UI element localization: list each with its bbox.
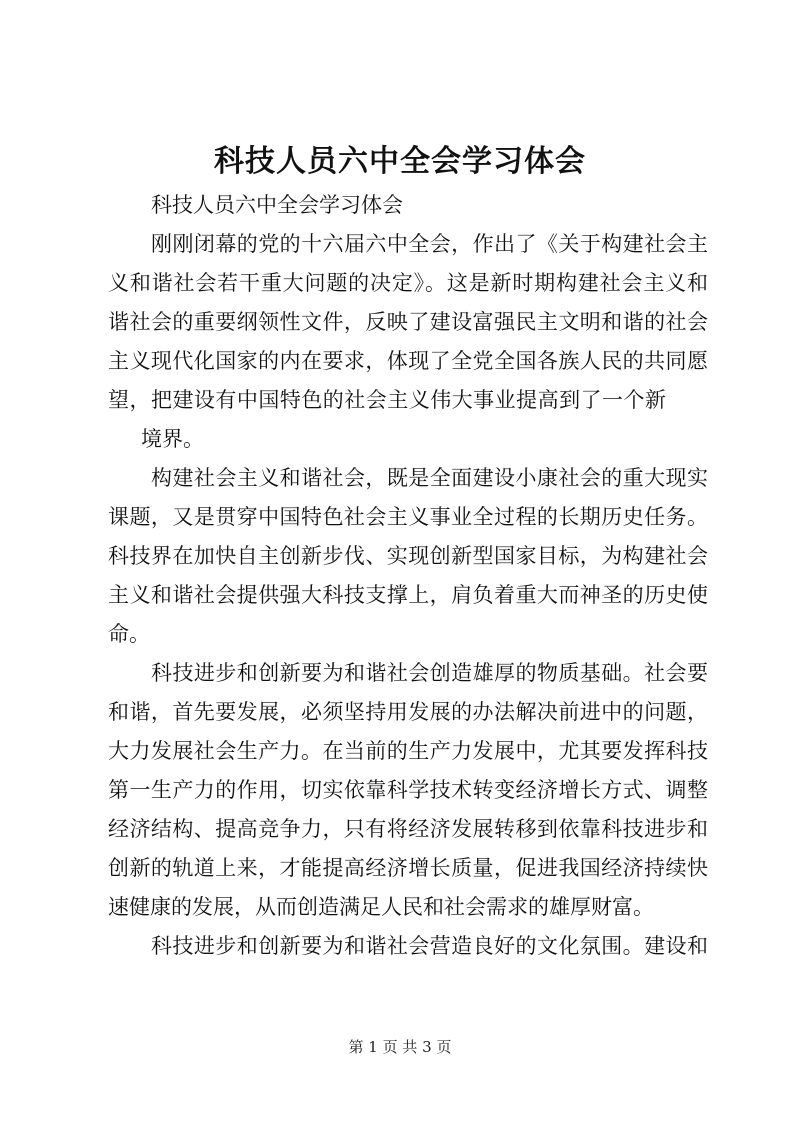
paragraph-line: 义和谐社会若干重大问题的决定》。这是新时期构建社会主义和 [108, 271, 708, 295]
paragraph-line: 经济结构、提高竞争力，只有将经济发展转移到依靠科技进步和 [108, 817, 708, 841]
paragraph-line: 创新的轨道上来，才能提高经济增长质量，促进我国经济持续快 [108, 856, 708, 880]
paragraph-line: 大力发展社会生产力。在当前的生产力发展中，尤其要发挥科技 [108, 739, 708, 763]
paragraph-line: 科技界在加快自主创新步伐、实现创新型国家目标，为构建社会 [108, 544, 708, 568]
paragraph-line: 科技进步和创新要为和谐社会营造良好的文化氛围。建设和 [151, 934, 708, 958]
paragraph-line: 科技进步和创新要为和谐社会创造雄厚的物质基础。社会要 [151, 661, 708, 685]
paragraph-line: 主义和谐社会提供强大科技支撑上，肩负着重大而神圣的历史使 [108, 583, 708, 607]
subtitle-line: 科技人员六中全会学习体会 [151, 193, 403, 217]
paragraph-line: 命。 [108, 622, 150, 646]
paragraph-line: 构建社会主义和谐社会，既是全面建设小康社会的重大现实 [151, 466, 708, 490]
document-title: 科技人员六中全会学习体会 [214, 144, 586, 179]
paragraph-line: 境界。 [141, 427, 204, 451]
paragraph-line: 刚刚闭幕的党的十六届六中全会，作出了《关于构建社会主 [151, 232, 708, 256]
page-footer: 第 1 页 共 3 页 [348, 1038, 452, 1056]
paragraph-line: 课题，又是贯穿中国特色社会主义事业全过程的长期历史任务。 [108, 505, 708, 529]
paragraph-line: 第一生产力的作用，切实依靠科学技术转变经济增长方式、调整 [108, 778, 708, 802]
paragraph-line: 望，把建设有中国特色的社会主义伟大事业提高到了一个新 [108, 388, 666, 412]
paragraph-line: 谐社会的重要纲领性文件，反映了建设富强民主文明和谐的社会 [108, 310, 708, 334]
paragraph-line: 和谐，首先要发展，必须坚持用发展的办法解决前进中的问题， [108, 700, 708, 724]
document-body [108, 186, 708, 966]
paragraph-line: 主义现代化国家的内在要求，体现了全党全国各族人民的共同愿 [108, 349, 708, 373]
paragraph-line: 速健康的发展，从而创造满足人民和社会需求的雄厚财富。 [108, 895, 654, 919]
